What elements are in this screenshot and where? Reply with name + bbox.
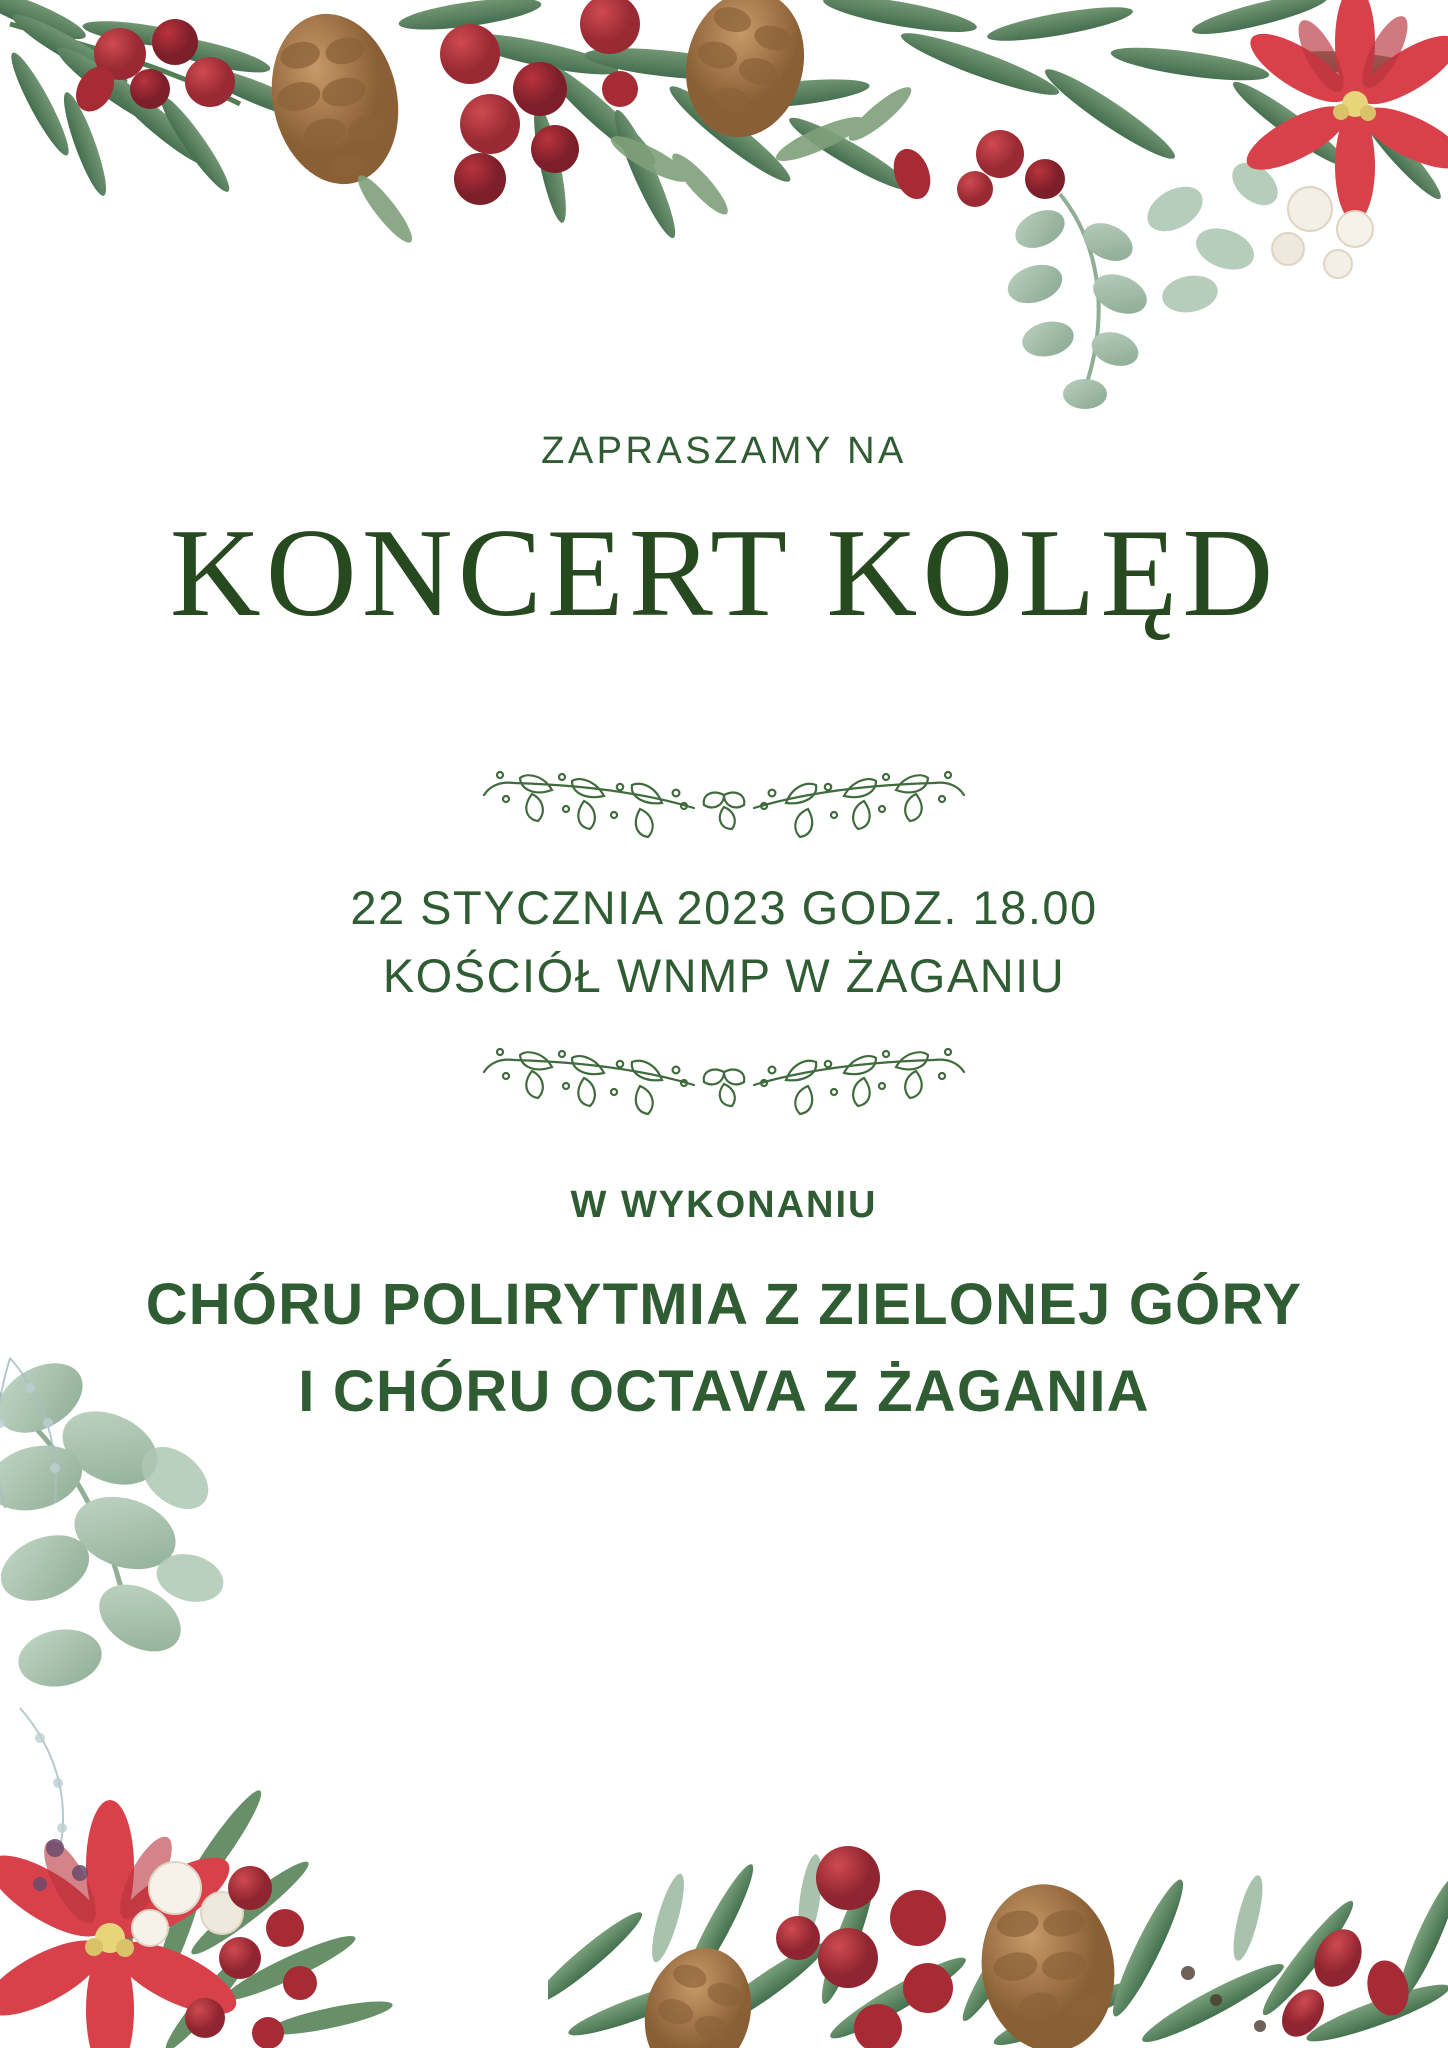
performers-list (146, 1261, 1303, 1435)
leafy-divider-icon-secondary (444, 1040, 1004, 1130)
event-place-line: KOŚCIÓŁ WNMP W ŻAGANIU (382, 948, 1066, 1002)
page-title: KONCERT KOLĘD (169, 504, 1279, 643)
performed-by-label: W WYKONANIU (570, 1183, 878, 1226)
performer-line-1: CHÓRU POLIRYTMIA Z ZIELONEJ GÓRY (145, 1271, 1303, 1337)
event-date-line: 22 STYCZNIA 2023 GODZ. 18.00 (350, 881, 1098, 935)
event-details (350, 877, 1097, 1005)
invitation-line: ZAPRASZAMY NA (541, 430, 907, 472)
leafy-divider-icon (444, 763, 1004, 853)
performer-line-2: I CHÓRU OCTAVA Z ŻAGANIA (298, 1358, 1150, 1424)
